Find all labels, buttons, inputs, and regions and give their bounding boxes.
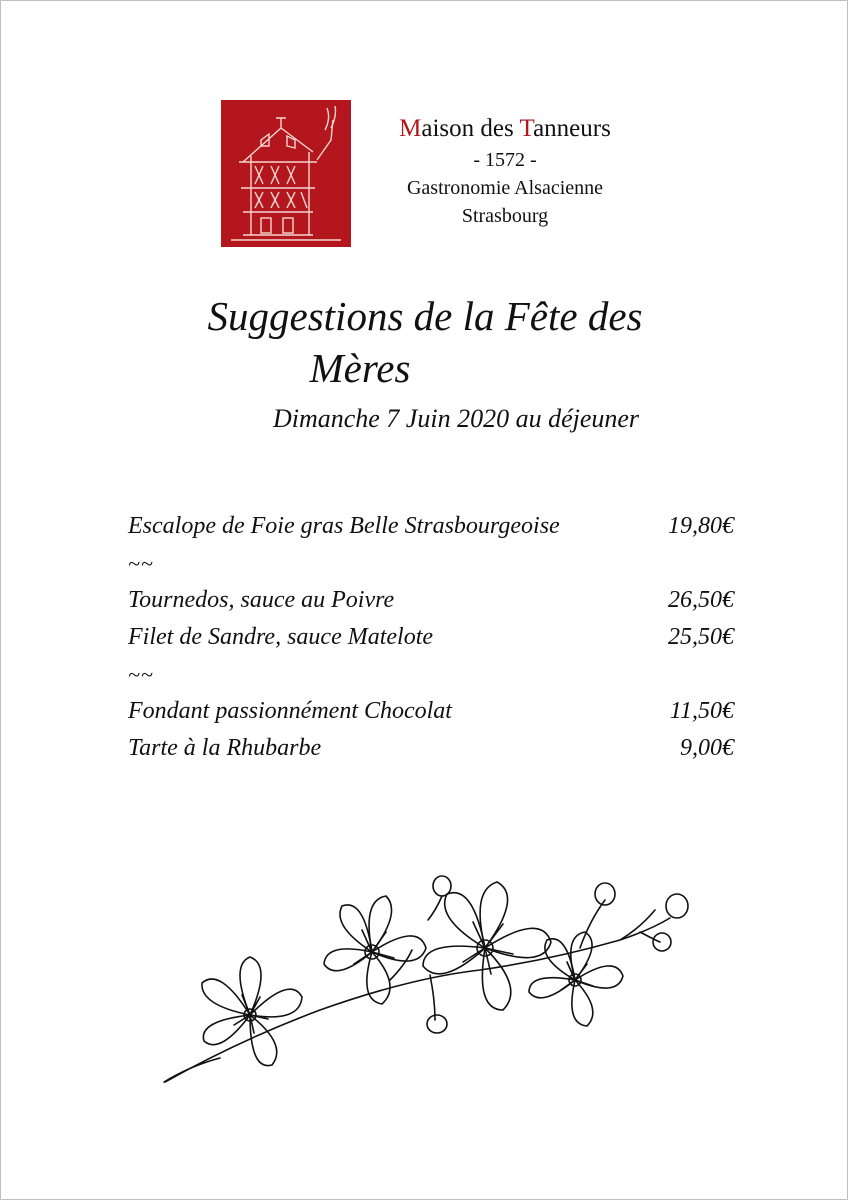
menu-item	[128, 508, 734, 545]
separator-text: ~~	[128, 662, 154, 687]
restaurant-name: Maison des Tanneurs	[399, 115, 611, 142]
founding-year: - 1572 -	[473, 149, 537, 171]
menu-item	[128, 582, 734, 619]
page-title	[120, 290, 730, 394]
logo	[221, 100, 351, 247]
dish-name: Escalope de Foie gras Belle Strasbourgeoise	[128, 513, 560, 539]
dish-name: Fondant passionnément Chocolat	[128, 698, 452, 724]
dish-price: 26,50€	[668, 587, 734, 613]
cuisine-label: Gastronomie Alsacienne	[406, 177, 604, 199]
menu-list	[128, 508, 734, 767]
title-line-1: Suggestions de la Fête des	[207, 293, 643, 339]
city-label: Strasbourg	[461, 205, 549, 227]
cherry-blossom-branch-icon	[150, 860, 710, 1100]
title-line-2: Mères	[309, 345, 411, 391]
dish-name: Filet de Sandre, sauce Matelote	[128, 624, 434, 650]
dish-name: Tournedos, sauce au Poivre	[128, 587, 395, 613]
restaurant-header	[360, 112, 650, 230]
menu-item	[128, 730, 734, 767]
course-separator	[128, 656, 734, 693]
course-separator	[128, 545, 734, 582]
dish-price: 25,50€	[668, 624, 734, 650]
event-date: Dimanche 7 Juin 2020 au déjeuner	[272, 404, 640, 433]
dish-price: 9,00€	[680, 735, 734, 761]
dish-price: 19,80€	[668, 513, 734, 539]
dish-name: Tarte à la Rhubarbe	[128, 735, 322, 761]
menu-item	[128, 693, 734, 730]
dish-price: 11,50€	[669, 698, 734, 724]
menu-item	[128, 619, 734, 656]
separator-text: ~~	[128, 551, 154, 576]
timbered-house-icon	[221, 100, 351, 247]
